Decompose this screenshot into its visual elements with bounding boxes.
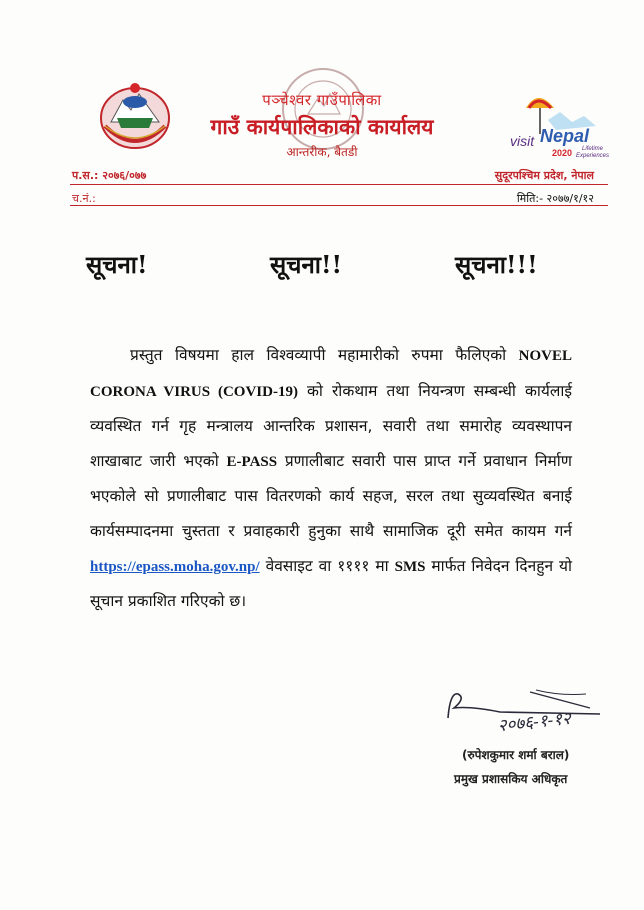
epass-website-link[interactable]: https://epass.moha.gov.np/ <box>90 558 260 575</box>
dispatch-number: च.नं.: <box>72 192 96 205</box>
notice-body <box>90 338 572 619</box>
signature-date: २०७६-१-१२ <box>496 708 572 737</box>
body-text-part5: मार्फत निवेदन दिनहुन यो सूचान प्रकाशित गरिएको छ। <box>90 556 572 611</box>
handwritten-signature <box>440 678 610 738</box>
letter-date: मिति:- २०७७/१/१२ <box>516 192 594 205</box>
notice-heading-2: सूचना!! <box>270 250 343 279</box>
signer-title: प्रमुख प्रशासकिय अधिकृत <box>454 772 568 786</box>
body-text-part3: प्रणालीबाट सवारी पास प्राप्त गर्ने प्रवाधान निर्माण भएकोले सो प्रणालीबाट पास वितरणको कार्य सहज, सरल तथा सुव्यवस्थित बनाई कार्यसम्पादनमा चुस्तता र प्रवाहकारी हुनुका साथै सामाजिक दूरी समेत कायम गर्न <box>90 451 572 540</box>
epass-name: E-PASS <box>226 453 278 470</box>
body-text-part1: प्रस्तुत विषयमा हाल विश्वव्यापी महामारीको रुपमा फैलिएको <box>130 346 519 364</box>
body-text-part4: वेवसाइट वा ११११ मा <box>259 556 395 575</box>
header-divider-2 <box>70 205 608 206</box>
visit-nepal-graphic-icon <box>496 86 616 166</box>
sms-label: SMS <box>394 558 426 575</box>
province-name: सुदूरपश्चिम प्रदेश, नेपाल <box>494 169 594 182</box>
signer-name: (रुपेशकुमार शर्मा बराल) <box>462 748 570 762</box>
visit-nepal-logo <box>496 86 616 166</box>
office-title: गाउँ कार्यपालिकाको कार्यालय <box>210 115 434 139</box>
municipality-name: पञ्चेश्वर गाउँपालिका <box>262 91 382 109</box>
svg-text:Nepal: Nepal <box>540 126 590 146</box>
covid-name: NOVEL CORONA VIRUS (COVID-19) <box>90 348 572 400</box>
body-text-part2: को रोकथाम तथा नियन्त्रण सम्बन्धी कार्यलाई व्यवस्थित गर्न गृह मन्त्रालय आन्तरिक प्रशासन, सवारी तथा समारोह व्यवस्थापन शाखाबाट जारी भएको <box>90 381 572 470</box>
header-divider <box>70 184 608 185</box>
svg-text:Experiences: Experiences <box>576 153 610 159</box>
svg-text:visit: visit <box>510 133 535 149</box>
office-address: आन्तरीक, बैतडी <box>286 145 358 159</box>
notice-heading-3: सूचना!!! <box>455 250 538 279</box>
svg-text:2020: 2020 <box>552 148 573 158</box>
notice-heading-1: सूचना! <box>86 250 148 279</box>
svg-text:Lifetime: Lifetime <box>582 146 604 152</box>
reference-number: प.स.: २०७६/०७७ <box>72 169 147 182</box>
